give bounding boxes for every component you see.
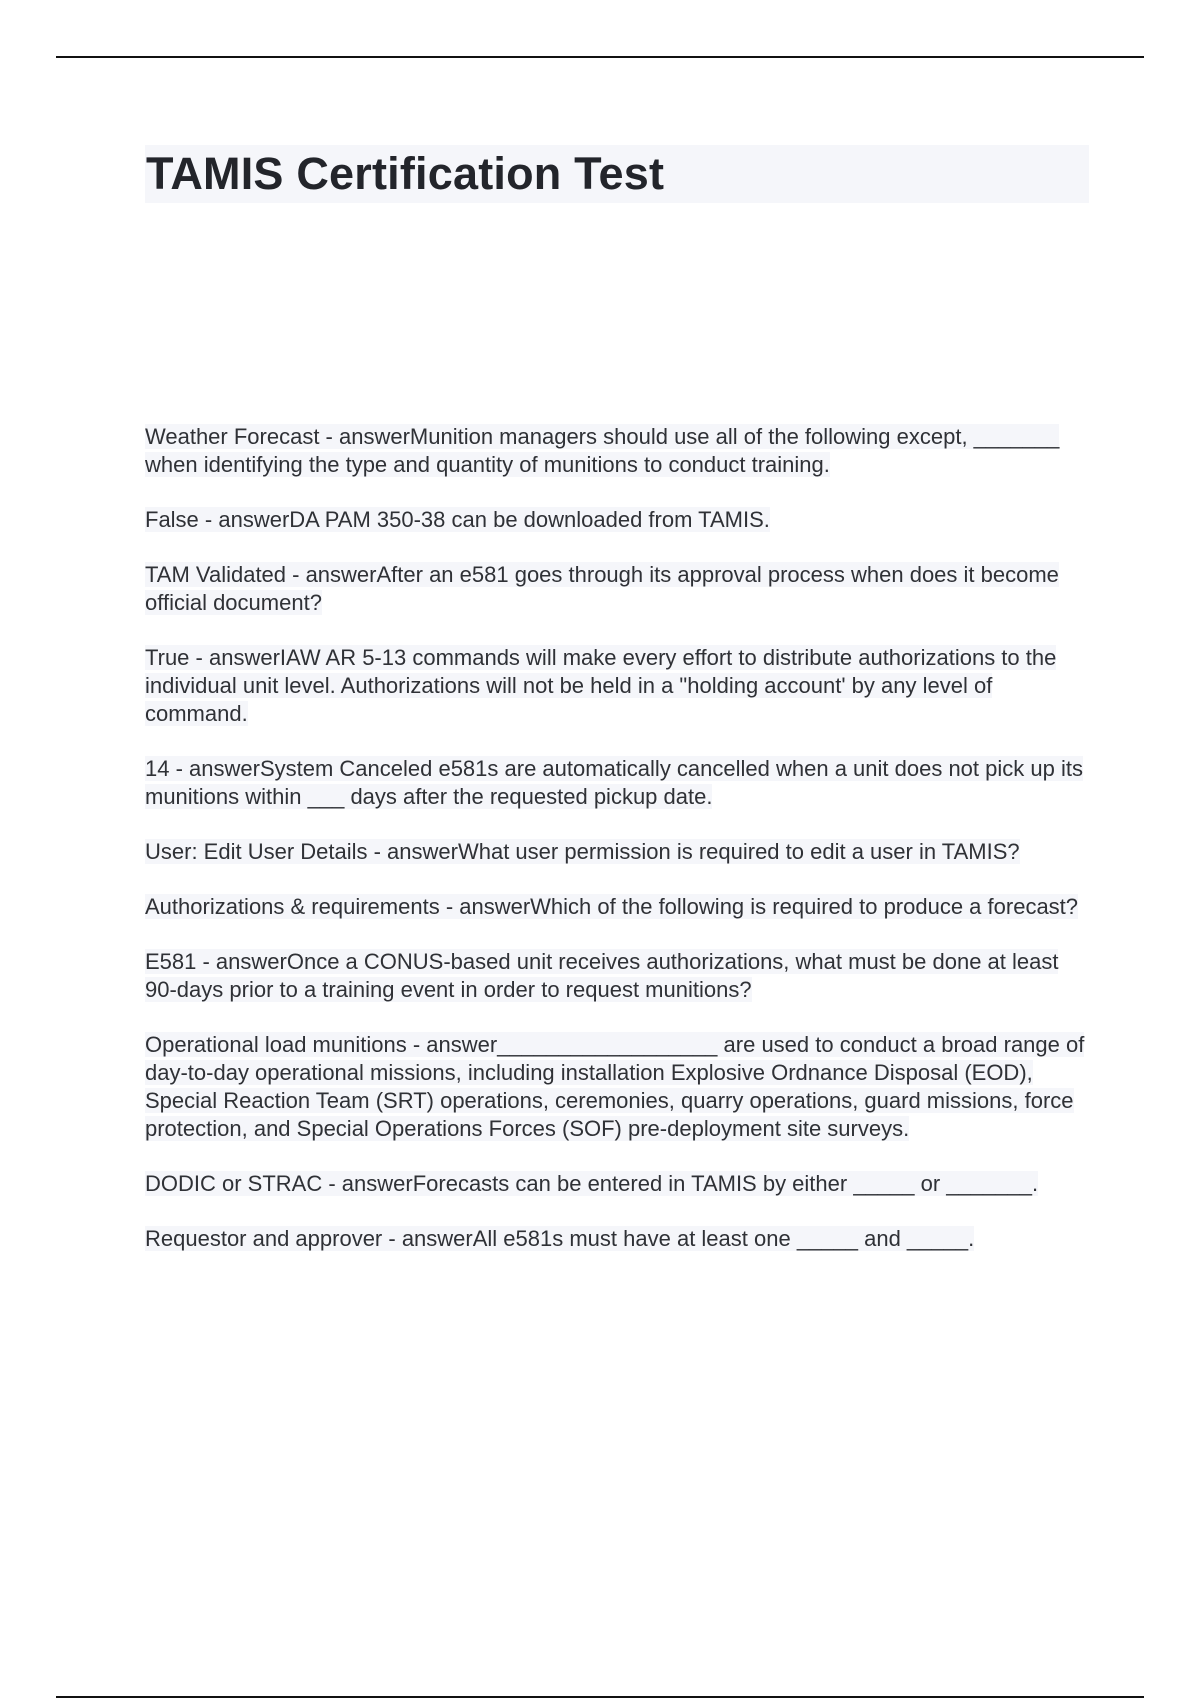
qa-item [145,1031,1095,1143]
qa-list [145,423,1095,1280]
qa-item [145,644,1095,728]
qa-text: True - answerIAW AR 5-13 commands will make every effort to distribute authorizations to the individual unit level. Authorizations will not be held in a "holding account' by any level of command. [145,645,1057,726]
qa-item [145,506,1095,534]
qa-item [145,1170,1095,1198]
qa-text: E581 - answerOnce a CONUS-based unit receives authorizations, what must be done at least 90-days prior to a training event in order to request munitions? [145,949,1059,1002]
qa-text: Operational load munitions - answer__________________ are used to conduct a broad range of day-to-day operational missions, including installation Explosive Ordnance Disposal (EOD), Special Reaction Team (SRT) operations, ceremonies, quarry operations, guard missions, force protection, and Special Operations Forces (SOF) pre-deployment site surveys. [145,1032,1085,1141]
qa-item [145,948,1095,1004]
qa-text: Weather Forecast - answerMunition managers should use all of the following except, _______ when identifying the type and quantity of munitions to conduct training. [145,424,1060,477]
qa-item [145,423,1095,479]
qa-item [145,1225,1095,1253]
qa-item [145,755,1095,811]
qa-item [145,838,1095,866]
qa-text: TAM Validated - answerAfter an e581 goes through its approval process when does it become official document? [145,562,1059,615]
qa-item [145,561,1095,617]
top-rule [56,56,1144,58]
page-title: TAMIS Certification Test [146,148,665,199]
qa-text: Authorizations & requirements - answerWhich of the following is required to produce a forecast? [145,894,1079,919]
qa-text: False - answerDA PAM 350-38 can be downloaded from TAMIS. [145,507,770,532]
bottom-rule [56,1696,1144,1698]
qa-text: Requestor and approver - answerAll e581s must have at least one _____ and _____. [145,1226,975,1251]
qa-text: 14 - answerSystem Canceled e581s are automatically cancelled when a unit does not pick up its munitions within ___ days after the requested pickup date. [145,756,1083,809]
qa-item [145,893,1095,921]
qa-text: User: Edit User Details - answerWhat user permission is required to edit a user in TAMIS? [145,839,1020,864]
qa-text: DODIC or STRAC - answerForecasts can be entered in TAMIS by either _____ or _______. [145,1171,1039,1196]
